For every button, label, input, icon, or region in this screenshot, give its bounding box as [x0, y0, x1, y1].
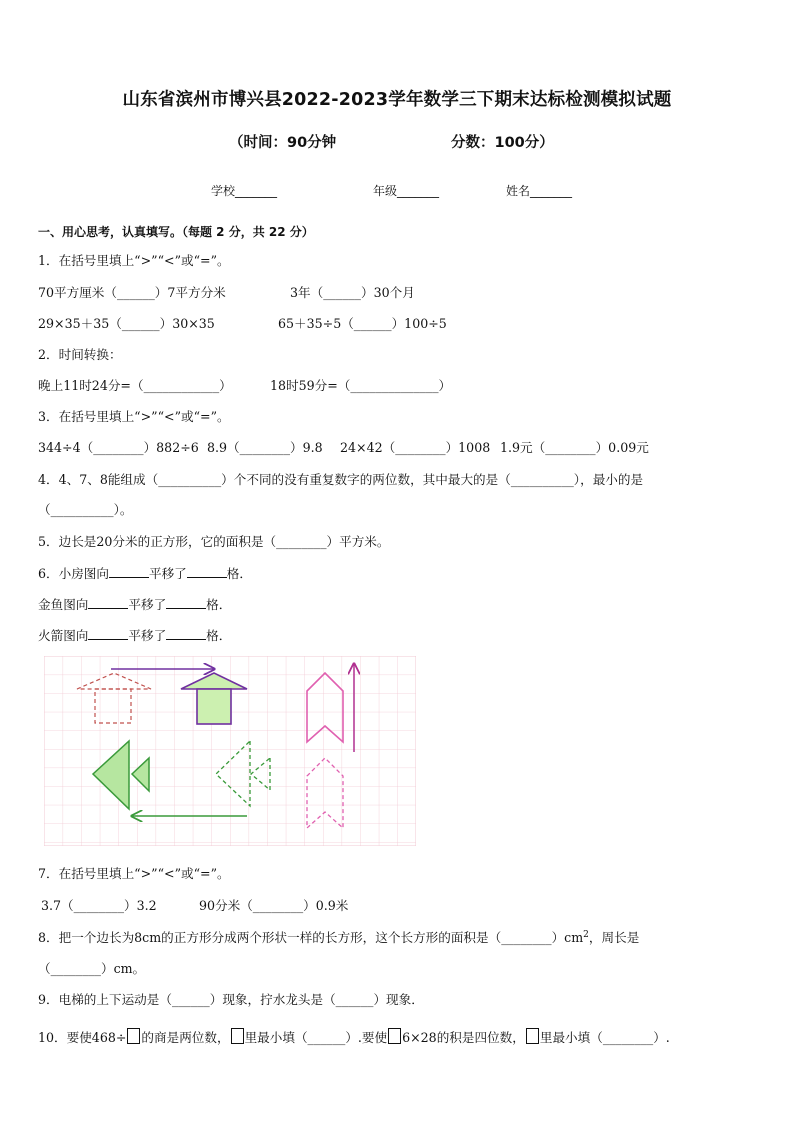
question-3-d: 1.9元（________）0.09元	[500, 440, 649, 455]
question-4-line1: 4．4、7、8能组成（__________）个不同的没有重复数字的两位数，其中最大的是（__________），最小的是	[38, 472, 644, 487]
translation-figure	[44, 656, 416, 846]
blank[interactable]	[166, 596, 206, 609]
question-8-text: 8．把一个边长为8cm的正方形分成两个形状一样的长方形，这个长方形的面积是（________）cm	[38, 930, 584, 945]
question-8-line2: （________）cm。	[38, 961, 146, 976]
superscript: 2	[583, 929, 589, 940]
grade-field[interactable]: 年级_______	[373, 184, 440, 198]
question-6-fish-pre: 金鱼图向	[38, 597, 89, 612]
question-3-c: 24×42（________）1008	[340, 440, 491, 455]
question-6-house	[38, 563, 252, 582]
answer-box[interactable]	[231, 1028, 244, 1044]
name-field[interactable]: 姓名_______	[506, 184, 573, 198]
question-6-fish	[38, 594, 231, 613]
question-10	[38, 1027, 670, 1046]
question-6-fish-mid: 平移了	[128, 597, 167, 612]
question-3-stem: 3．在括号里填上“>”“<”或“=”。	[38, 409, 230, 424]
school-field[interactable]: 学校_______	[211, 184, 278, 198]
question-6-house-mid: 平移了	[148, 566, 187, 581]
question-7-b: 90分米（________）0.9米	[199, 898, 349, 913]
question-8-line1	[38, 927, 639, 946]
question-9: 9．电梯的上下运动是（______）现象，拧水龙头是（______）现象．	[38, 992, 424, 1007]
section-heading: 一、用心思考，认真填写。（每题 2 分，共 22 分）	[38, 225, 314, 239]
question-4-line2: （__________）。	[38, 502, 133, 517]
answer-box[interactable]	[127, 1028, 140, 1044]
question-6-house-post: 格．	[226, 566, 252, 581]
question-1-c: 29×35＋35（______）30×35	[38, 316, 215, 331]
blank[interactable]	[88, 596, 128, 609]
question-1-a: 70平方厘米（______）7平方分米	[38, 285, 226, 300]
question-1-d: 65＋35÷5（______）100÷5	[278, 316, 447, 331]
answer-box[interactable]	[526, 1028, 539, 1044]
question-6-rocket-mid: 平移了	[128, 628, 167, 643]
question-10-part5: 里最小填（________）.	[539, 1030, 670, 1045]
question-7-stem: 7．在括号里填上“>”“<”或“=”。	[38, 866, 230, 881]
page-title: 山东省滨州市博兴县2022-2023学年数学三下期末达标检测模拟试题	[122, 90, 672, 110]
question-10-part3: 里最小填（______）.要使	[244, 1030, 388, 1045]
blank[interactable]	[166, 627, 206, 640]
question-5: 5．边长是20分米的正方形，它的面积是（________）平方米。	[38, 534, 390, 549]
question-6-rocket	[38, 625, 231, 644]
question-1-b: 3年（______）30个月	[290, 285, 415, 300]
question-10-part2: 的商是两位数，	[141, 1030, 230, 1045]
question-2-a: 晚上11时24分=（____________）	[38, 378, 232, 393]
blank[interactable]	[88, 627, 128, 640]
question-6-fish-post: 格．	[206, 597, 232, 612]
question-2-stem: 2．时间转换：	[38, 347, 122, 362]
question-6-rocket-pre: 火箭图向	[38, 628, 89, 643]
exam-time: （时间：90分钟	[229, 135, 337, 151]
question-10-part4: 6×28的积是四位数，	[402, 1030, 525, 1045]
question-10-part1: 10．要使468÷	[38, 1030, 127, 1045]
question-6-house-pre: 6．小房图向	[38, 566, 109, 581]
blank[interactable]	[187, 565, 227, 578]
blank[interactable]	[109, 565, 149, 578]
question-3-b: 8.9（________）9.8	[207, 440, 323, 455]
question-2-b: 18时59分=（______________）	[270, 378, 452, 393]
question-6-rocket-post: 格．	[206, 628, 232, 643]
answer-box[interactable]	[388, 1028, 401, 1044]
question-3-a: 344÷4（________）882÷6	[38, 440, 199, 455]
question-8-text-end: ，周长是	[588, 930, 640, 945]
exam-score: 分数：100分）	[451, 135, 554, 151]
question-1-stem: 1．在括号里填上“>”“<”或“=”。	[38, 253, 230, 268]
question-7-a: 3.7（________）3.2	[41, 898, 157, 913]
